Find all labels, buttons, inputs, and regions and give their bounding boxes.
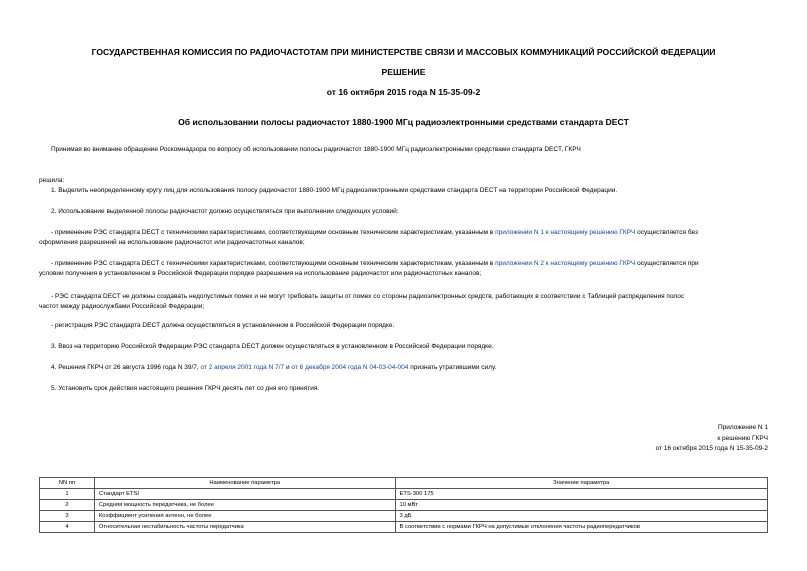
table-cell-number: 3 <box>40 511 95 522</box>
table-cell-number: 2 <box>40 500 95 511</box>
item-2a-text-2: осуществляется без <box>635 229 698 236</box>
table-cell-value: ETS-300 175 <box>395 489 768 500</box>
appendix-line-2: к решению ГКРЧ <box>717 434 768 442</box>
table-cell-parameter: Относительная нестабильность частоты передатчика <box>94 522 395 533</box>
item-4-text-2: и <box>284 364 292 371</box>
item-1: 1. Выделить неопределенному кругу лиц для использования полосу радиочастот 1880-1900 МГц радиоэлектронными средствами стандарта DECT на территории Российской Федерации. <box>51 187 618 194</box>
item-2c: - РЭС стандарта DECT не должны создавать недопустимых помех и не могут требовать защиты от помех со стороны радиоэлектронных средств, работающих в соответствии с Таблицей распределения полос <box>51 293 685 300</box>
item-4 <box>51 363 496 373</box>
table-cell-parameter: Средняя мощность передатчика, не более <box>94 500 395 511</box>
item-2b <box>51 259 699 269</box>
doc-date-number: от 16 октября 2015 года N 15-35-09-2 <box>326 87 481 97</box>
table-row <box>40 522 768 533</box>
table-header-parameter: Наименование параметра <box>94 478 395 489</box>
item-2a-text-1: - применение РЭС стандарта DECT с техническими характеристиками, соответствующими основным техническим характеристикам, указанным в <box>51 229 496 236</box>
table-row <box>40 511 768 522</box>
appendix-1-link[interactable]: приложении N 1 к настоящему решению ГКРЧ <box>495 229 636 236</box>
table-header-number: NN пп <box>40 478 95 489</box>
item-4-text-3: признать утратившими силу. <box>408 364 497 371</box>
doc-title: Об использовании полосы радиочастот 1880-1900 МГц радиоэлектронными средствами стандарта DECT <box>178 117 629 127</box>
decision-2004-link[interactable]: от 6 декабря 2004 года N 04-03-04-004 <box>291 364 409 371</box>
appendix-heading <box>656 423 768 455</box>
appendix-2-link[interactable]: приложении N 2 к настоящему решению ГКРЧ <box>495 260 636 267</box>
item-2c-cont: частот между радиослужбами Российской Федерации; <box>39 303 205 310</box>
item-3: 3. Ввоз на территорию Российской Федерации РЭС стандарта DECT должен осуществляться в установленном в Российской Федерации порядке. <box>51 343 494 350</box>
item-2: 2. Использование выделенной полосы радиочастот должно осуществляться при выполнении следующих условий: <box>51 208 399 215</box>
org-header: ГОСУДАРСТВЕННАЯ КОМИССИЯ ПО РАДИОЧАСТОТАМ ПРИ МИНИСТЕРСТВЕ СВЯЗИ И МАССОВЫХ КОММУНИКАЦИЙ РОССИЙСКОЙ ФЕДЕРАЦИИ <box>91 47 716 57</box>
table-cell-parameter: Коэффициент усиления антенн, не более <box>94 511 395 522</box>
doc-type: РЕШЕНИЕ <box>381 67 426 77</box>
decision-2001-link[interactable]: от 2 апреля 2001 года N 7/7 <box>200 364 285 371</box>
appendix-line-1: Приложение N 1 <box>717 424 768 431</box>
item-2a <box>51 228 698 238</box>
item-5: 5. Установить срок действия настоящего решения ГКРЧ десять лет со дня его принятия. <box>51 385 320 392</box>
table-cell-value: 3 дБ <box>395 511 768 522</box>
item-2d: - регистрация РЭС стандарта DECT должна осуществляться в установленном в Российской Федерации порядке. <box>51 322 395 329</box>
table-cell-value: 10 мВт <box>395 500 768 511</box>
table-cell-number: 1 <box>40 489 95 500</box>
parameters-table <box>39 477 768 533</box>
table-row <box>40 489 768 500</box>
table-row <box>40 500 768 511</box>
appendix-line-3: от 16 октября 2015 года N 15-35-09-2 <box>655 445 768 452</box>
item-2b-text-2: осуществляется при <box>635 260 699 267</box>
item-4-text-1: 4. Решения ГКРЧ от 26 августа 1996 года N 39/7, <box>51 364 201 371</box>
item-2a-cont: оформления разрешений на использование радиочастот или радиочастотных каналов; <box>39 239 305 246</box>
table-header-row <box>40 478 768 489</box>
table-cell-value: В соответствии с нормами ГКРЧ на допустимые отклонения частоты радиопередатчиков <box>395 522 768 533</box>
intro-paragraph: Принимая во внимание обращение Роскомнадзора по вопросу об использовании полосы радиочастот 1880-1900 МГц радиоэлектронными средствами стандарта DECT, ГКРЧ <box>51 146 581 153</box>
table-header-value: Значение параметра <box>395 478 768 489</box>
table-cell-number: 4 <box>40 522 95 533</box>
item-2b-text-1: - применение РЭС стандарта DECT с техническими характеристиками, соответствующими основным техническим характеристикам, указанным в <box>51 260 496 267</box>
decided-label: решила: <box>39 177 65 184</box>
item-2b-cont: условии получения в установленном в Российской Федерации порядке разрешения на использование радиочастот или радиочастотных каналов; <box>39 270 482 277</box>
table-cell-parameter: Стандарт ETSI <box>94 489 395 500</box>
